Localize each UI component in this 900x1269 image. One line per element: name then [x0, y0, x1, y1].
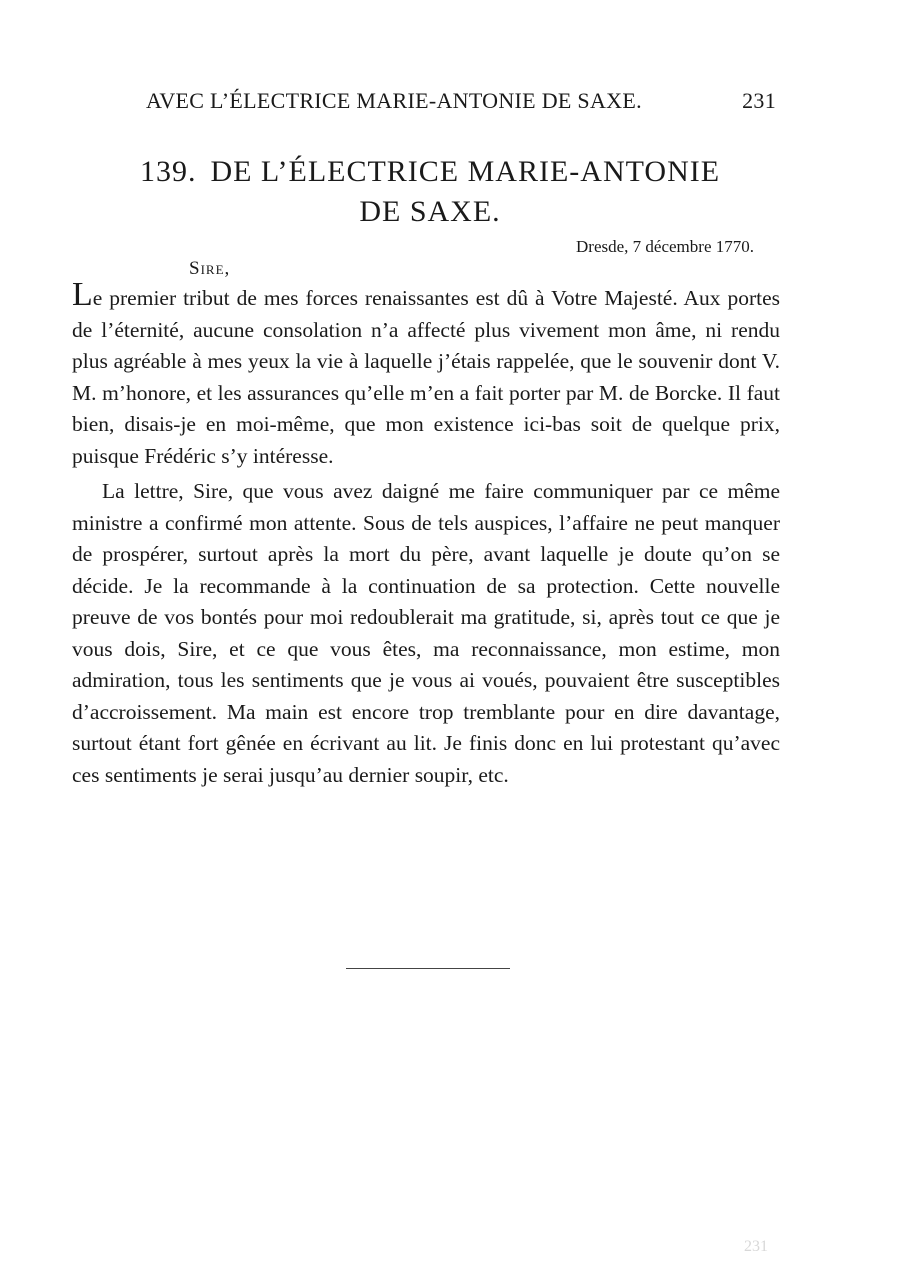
letter-title-line-2: DE SAXE. — [359, 195, 501, 228]
letter-title-text-1: DE L’ÉLECTRICE MARIE-ANTONIE — [210, 155, 721, 188]
drop-cap: L — [72, 276, 93, 313]
letter-title-line-1 — [130, 152, 730, 192]
closing-rule — [346, 968, 510, 969]
show-through-page-number: 231 — [744, 1238, 768, 1255]
paragraph-1-text: e premier tribut de mes forces renaissantes est dû à Votre Majesté. Aux portes de l’éternité, aucune consolation n’a affecté plus vivement mon âme, ni rendu plus agréable à mes yeux la vie à laquelle j’étais rappelée, que le souvenir dont V. M. m’honore, et les assurances qu’elle m’en a fait porter par M. de Borcke. Il faut bien, disais-je en moi-même, que mon existence ici-bas soit de quelque prix, puisque Frédéric s’y intéresse. — [72, 286, 780, 468]
paragraph-1 — [72, 276, 780, 472]
running-head-title: AVEC L’ÉLECTRICE MARIE-ANTONIE DE SAXE. — [146, 88, 642, 113]
page-number: 231 — [742, 88, 776, 113]
letter-number: 139. — [139, 155, 197, 188]
salutation: Sire, — [189, 258, 231, 279]
dateline: Dresde, 7 décembre 1770. — [576, 237, 754, 256]
letter-title — [130, 152, 730, 232]
paragraph-2: La lettre, Sire, que vous avez daigné me faire communiquer par ce même ministre a confirmé mon attente. Sous de tels auspices, l’affaire ne peut manquer de prospérer, surtout après la mort du père, avant laquelle je doute qu’on se décide. Je la recommande à la continuation de sa protection. Cette nouvelle preuve de vos bontés pour moi redoublerait ma gratitude, si, après tout ce que je vous dois, Sire, et ce que vous êtes, ma reconnaissance, mon estime, mon admiration, tous les sentiments que je vous ai voués, pouvaient être susceptibles d’accroissement. Ma main est encore trop tremblante pour en dire davantage, surtout étant fort gênée en écrivant au lit. Je finis donc en lui protestant qu’avec ces sentiments je serai jusqu’au dernier soupir, etc. — [72, 479, 780, 787]
letter-body — [72, 276, 780, 791]
